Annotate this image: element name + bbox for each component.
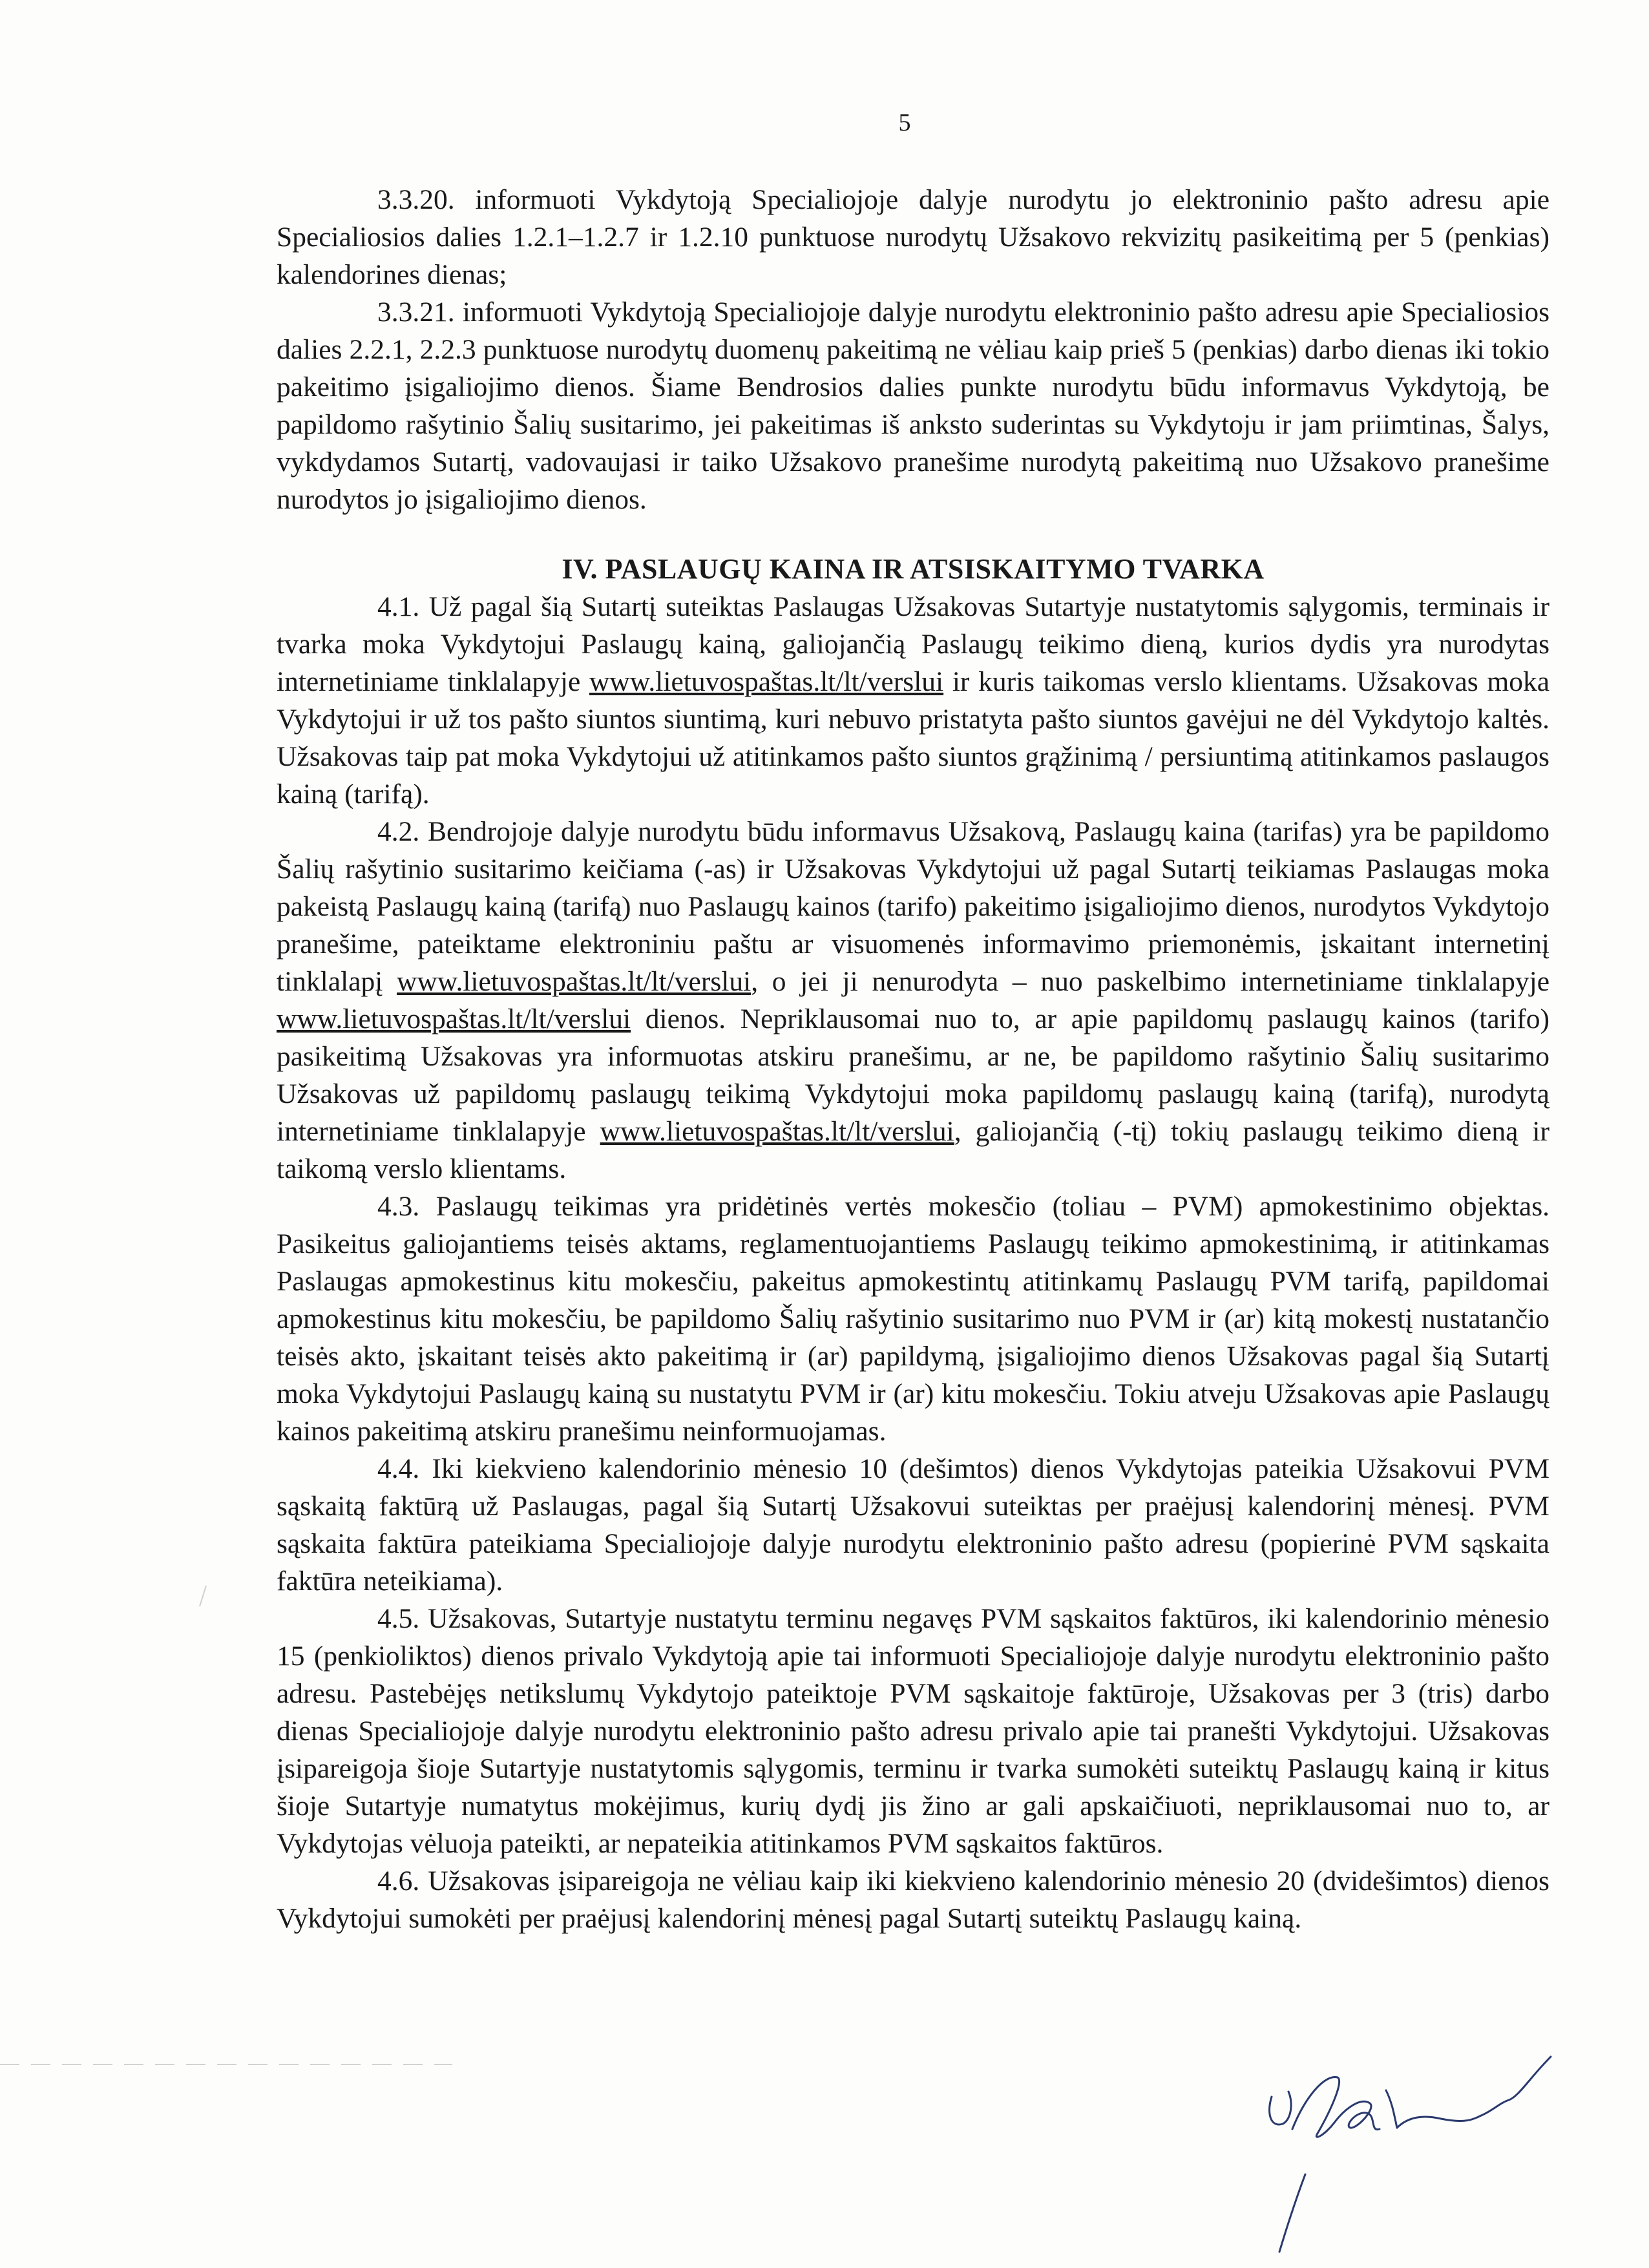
scan-margin-mark: [197, 1583, 210, 1609]
clause-4-4: 4.4. Iki kiekvieno kalendorinio mėnesio 10 (dešimtos) dienos Vykdytojas pateikia Užsakovui PVM sąskaitą faktūrą už Paslaugas, pagal šią Sutartį Užsakovui suteiktas per praėjusį kalendorinį mėnesį. PVM sąskaita faktūra pateikiama Specialiojoje dalyje nurodytu elektroninio pašto adresu (popierinė PVM sąskaita faktūra neteikiama).: [277, 1453, 1549, 1597]
clause-3-3-20: 3.3.20. informuoti Vykdytoją Specialiojoje dalyje nurodytu jo elektroninio pašto adresu apie Specialiosios dalies 1.2.1–1.2.7 ir 1.2.10 punktuose nurodytų Užsakovo rekvizitų pasikeitimą per 5 (penkias) kalendorines dienas;: [277, 184, 1549, 290]
scan-line-mark: [0, 2058, 491, 2071]
clause-3-3-21: 3.3.21. informuoti Vykdytoją Specialiojoje dalyje nurodytu elektroninio pašto adresu apie Specialiosios dalies 2.2.1, 2.2.3 punktuose nurodytų duomenų pakeitimą ne vėliau kaip prieš 5 (penkias) darbo dienas iki tokio pakeitimo įsigaliojimo dienos. Šiame Bendrosios dalies punkte nurodytu būdu informavus Vykdytoją, be papildomo rašytinio Šalių susitarimo, jei pakeitimas iš anksto suderintas su Vykdytoju ir jam priimtinas, Šalys, vykdydamos Sutartį, vadovaujasi ir taiko Užsakovo pranešime nurodytą pakeitimą nuo Užsakovo pranešime nurodytos jo įsigaliojimo dienos.: [277, 297, 1549, 515]
clause-4-2-text: 4.2. Bendrojoje dalyje nurodytu būdu informavus Užsakovą, Paslaugų kaina (tarifas) yra be papildomo Šalių rašytinio susitarimo keičiama (-as) ir Užsakovas Vykdytojui už pagal Sutartį teikiamas Paslaugas moka pakeistą Paslaugų kainą (tarifą) nuo Paslaugų kainos (tarifo) pakeitimo įsigaliojimo dienos, nurodytos Vykdytojo pranešime, pateiktame elektroniniu paštu ar visuomenės informavimo priemonėmis, įskaitant internetinį tinklalapį: [277, 816, 1549, 997]
signature-icon: [1247, 2052, 1583, 2258]
clause-4-1-text: 4.1. Už pagal šią Sutartį suteiktas Paslaugas Užsakovas Sutartyje nustatytomis sąlygomis, terminais ir tvarka moka Vykdytojui Paslaugų kainą, galiojančią Paslaugų teikimo dieną, kurios dydis yra nurodytas internetiniame tinklalapyje: [277, 591, 1549, 697]
website-link[interactable]: www.lietuvospaštas.lt/lt/verslui: [277, 1003, 631, 1034]
clause-4-2-text: , o jei ji nenurodyta – nuo paskelbimo internetiniame tinklalapyje: [751, 966, 1550, 997]
website-link[interactable]: www.lietuvospaštas.lt/lt/verslui: [397, 966, 751, 997]
page-number: 5: [898, 109, 911, 136]
clause-4-2-text-end: , galiojančią (-tį) tokių paslaugų teikimo dieną ir taikomą verslo klientams.: [277, 1116, 1549, 1184]
clause-4-6: 4.6. Užsakovas įsipareigoja ne vėliau kaip iki kiekvieno kalendorinio mėnesio 20 (dvidešimtos) dienos Vykdytojui sumokėti per praėjusį kalendorinį mėnesį pagal Sutartį suteiktų Paslaugų kainą.: [277, 1865, 1549, 1934]
document-body: [277, 181, 1549, 1937]
website-link[interactable]: www.lietuvospaštas.lt/lt/verslui: [600, 1116, 954, 1147]
section-title: IV. PASLAUGŲ KAINA IR ATSISKAITYMO TVARKA: [562, 553, 1265, 585]
clause-4-3: 4.3. Paslaugų teikimas yra pridėtinės vertės mokesčio (toliau – PVM) apmokestinimo objektas. Pasikeitus galiojantiems teisės aktams, reglamentuojantiems Paslaugų teikimo apmokestinimą, ir atitinkamas Paslaugas apmokestinus kitu mokesčiu, pakeitus apmokestintų atitinkamų Paslaugų PVM tarifą, papildomai apmokestinus kitu mokesčiu, be papildomo Šalių rašytinio susitarimo nuo PVM ir (ar) kitą mokestį nustatančio teisės akto, įskaitant teisės akto pakeitimą ir (ar) papildymą, įsigaliojimo dienos Užsakovas pagal šią Sutartį moka Vykdytojui Paslaugų kainą su nustatytu PVM ir (ar) kitu mokesčiu. Tokiu atveju Užsakovas apie Paslaugų kainos pakeitimą atskiru pranešimu neinformuojamas.: [277, 1191, 1549, 1447]
clause-4-2: [277, 813, 1549, 1188]
clause-4-2-text: dienos. Nepriklausomai nuo to, ar apie papildomų paslaugų kainos (tarifo) pasikeitimą Užsakovas yra informuotas atskiru pranešimu, ar ne, be papildomo rašytinio Šalių susitarimo Užsakovas už papildomų paslaugų teikimą Vykdytojui moka papildomų paslaugų kainą (tarifą), nurodytą internetiniame tinklalapyje: [277, 1003, 1549, 1147]
clause-4-5: 4.5. Užsakovas, Sutartyje nustatytu terminu negavęs PVM sąskaitos faktūros, iki kalendorinio mėnesio 15 (penkioliktos) dienos privalo Vykdytoją apie tai informuoti Specialiojoje dalyje nurodytu elektroninio pašto adresu. Pastebėjęs netikslumų Vykdytojo pateiktoje PVM sąskaitoje faktūroje, Užsakovas per 3 (tris) darbo dienas Specialiojoje dalyje nurodytu elektroninio pašto adresu privalo apie tai pranešti Vykdytojui. Užsakovas įsipareigoja šioje Sutartyje nustatytomis sąlygomis, terminu ir tvarka sumokėti suteiktų Paslaugų kainą ir kitus šioje Sutartyje numatytus mokėjimus, kurių dydį jis žino ar gali apskaičiuoti, nepriklausomai nuo to, ar Vykdytojas vėluoja pateikti, ar nepateikia atitinkamos PVM sąskaitos faktūros.: [277, 1603, 1549, 1859]
website-link[interactable]: www.lietuvospaštas.lt/lt/verslui: [589, 666, 944, 697]
clause-4-1-text-end: ir kuris taikomas verslo klientams. Užsakovas moka Vykdytojui ir už tos pašto siuntos siuntimą, kuri nebuvo pristatyta pašto siuntos gavėjui ne dėl Vykdytojo kaltės. Užsakovas taip pat moka Vykdytojui už atitinkamos pašto siuntos grąžinimą / persiuntimą atitinkamos paslaugos kainą (tarifą).: [277, 666, 1550, 810]
clause-4-1: [277, 588, 1549, 813]
